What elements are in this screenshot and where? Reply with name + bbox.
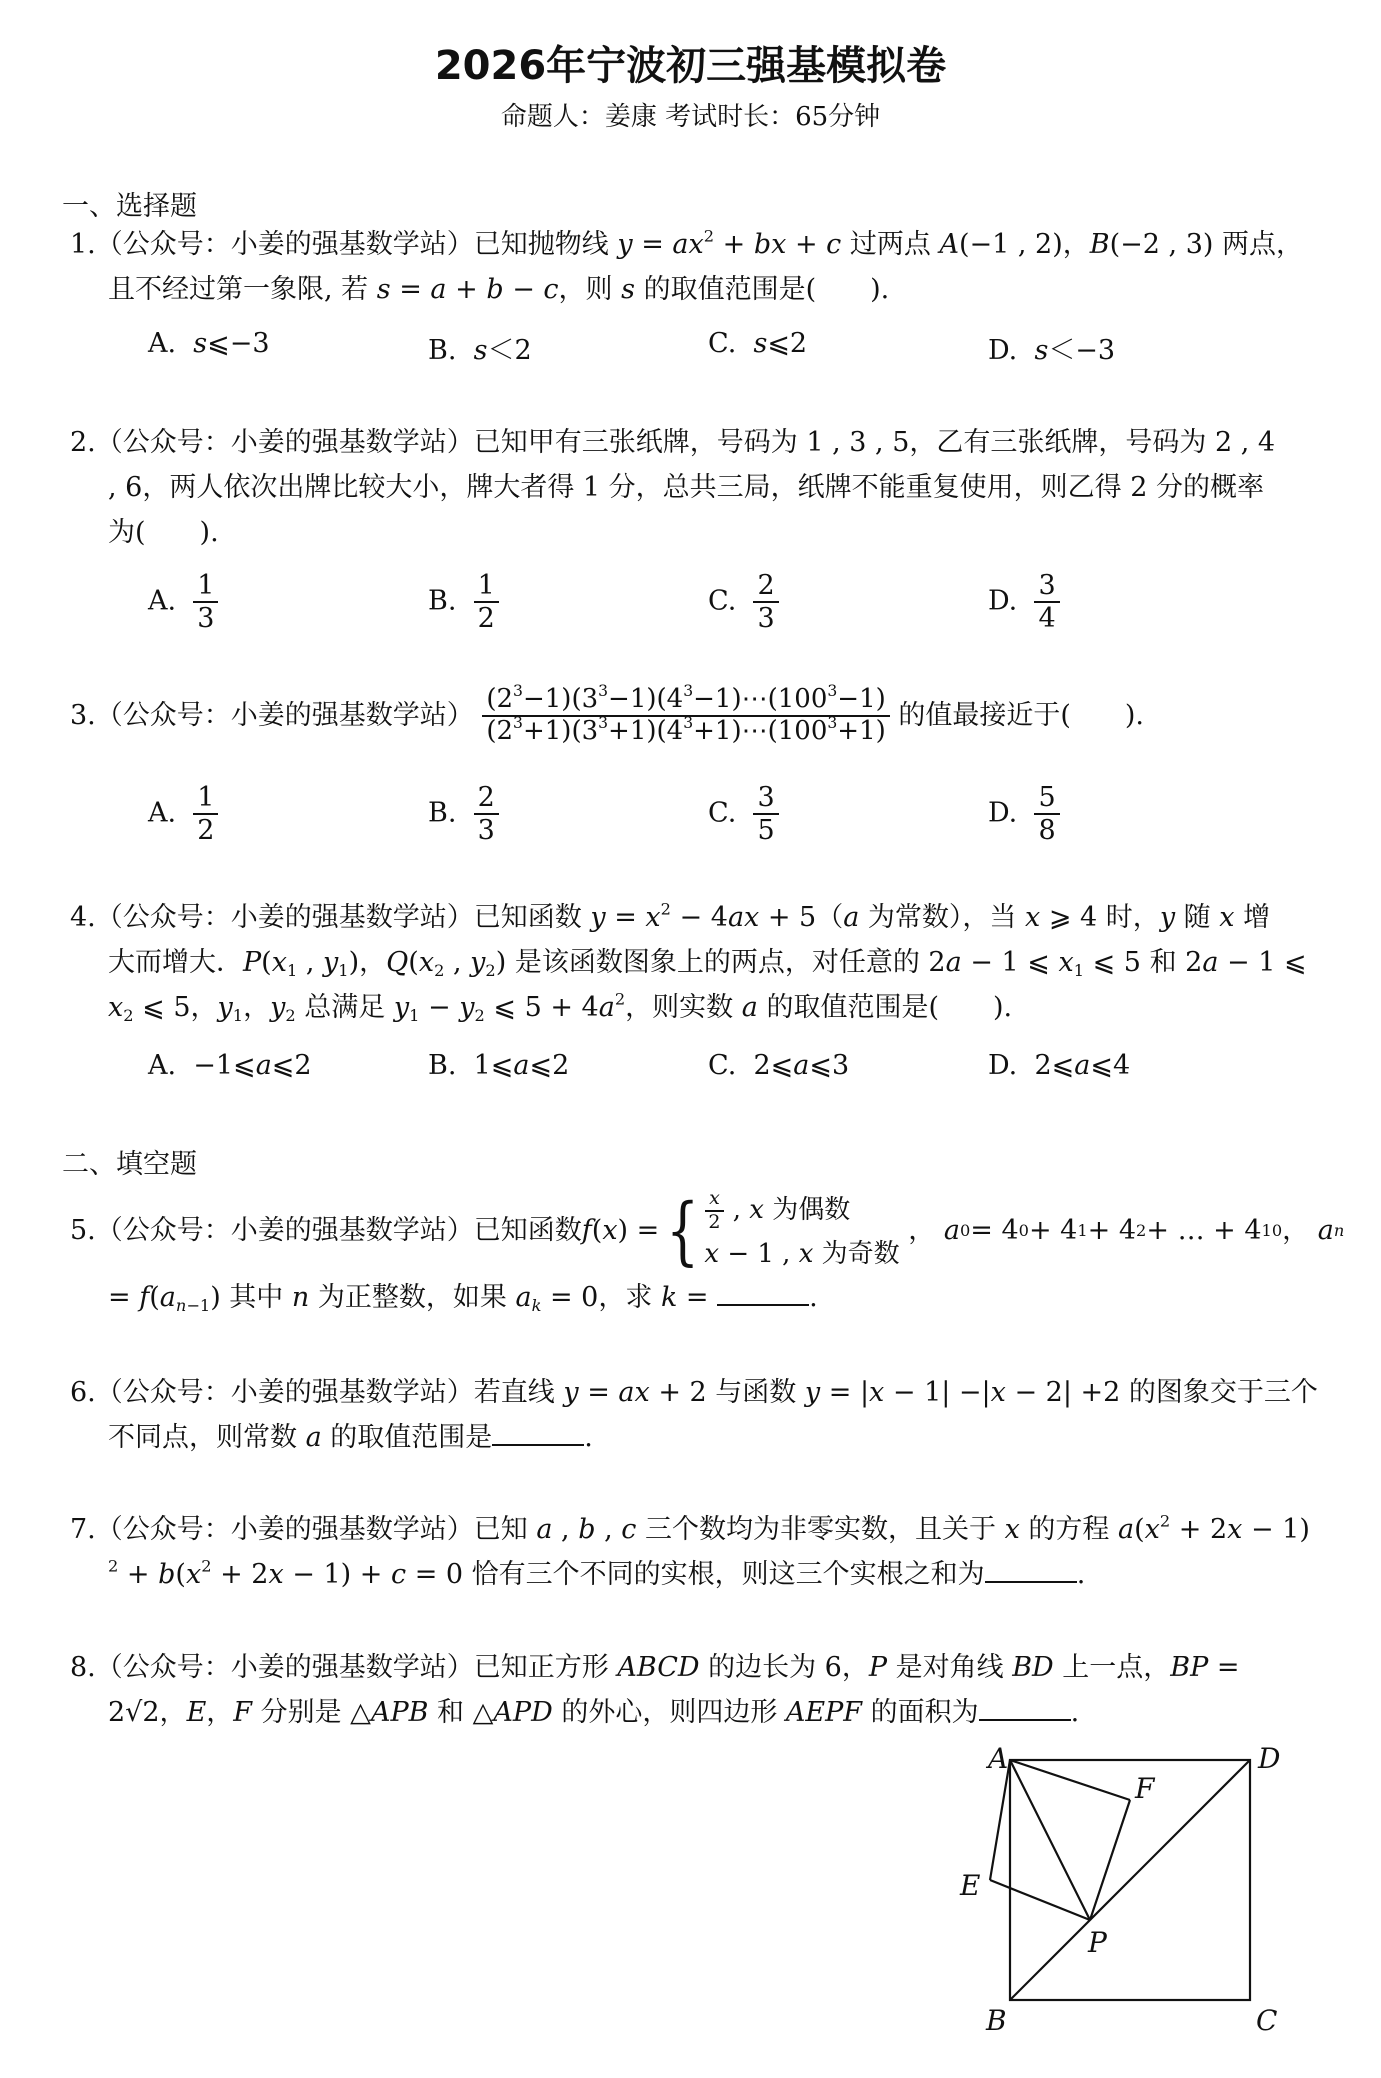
question-2-line-3: 为( ). — [108, 517, 219, 548]
question-6-line-1: 6.（公众号：小姜的强基数学站）若直线 y = ax + 2 与函数 y = |x − 1| −|x − 2| +2 的图象交于三个 — [70, 1377, 1318, 1408]
source-tag: （公众号：小姜的强基数学站） — [95, 229, 474, 260]
q2-option-c: C. $\frac{2}{3}$ — [708, 570, 779, 634]
question-7-line-2: $^2 + b(x^2 + 2x - 1) + c = 0$ 恰有三个不同的实根，则这三个实根之和为 . — [108, 1556, 1086, 1590]
question-8-line-2: 2√2，E，F 分别是 △APB 和 △APD 的外心，则四边形 AEPF 的面积为 . — [108, 1697, 1080, 1728]
q3-option-c: C. $\frac{3}{5}$ — [708, 782, 779, 846]
label-c: C — [1256, 2004, 1278, 2037]
section-fill: 二、填空题 — [62, 1149, 197, 1180]
question-5-line-1: 5. （公众号：小姜的强基数学站） 已知函数 f ( x ) = { $\frac{x}{2}$ , x 为偶数 x − 1 , x 为奇数 ， a 0 = 4 0 + 4 1 + 4 2 + … + 4 10 ， a n — [70, 1187, 1345, 1274]
question-3: 3. （公众号：小姜的强基数学站） $\frac{(2^3-1)(3^3-1)(4^3-1)\cdots(100^3-1)}{(2^3+1)(3^3+1)(4^3+1)\cdots(100^3+1)}$ 的值最接近于( ). — [70, 682, 1145, 746]
label-e: E — [960, 1869, 981, 1902]
q1-option-c: C. s⩽2 — [708, 328, 808, 359]
diagonal-bd — [1010, 1760, 1250, 2000]
label-f: F — [1135, 1772, 1155, 1805]
question-number: 1. — [70, 229, 96, 260]
q3-option-b: B. $\frac{2}{3}$ — [428, 782, 499, 846]
question-1-line-2: 且不经过第一象限, 若 s = a + b − c，则 s 的取值范围是( ). — [108, 274, 890, 305]
q2-option-b: B. $\frac{1}{2}$ — [428, 570, 499, 634]
q4-option-a: A. −1⩽a⩽2 — [148, 1050, 312, 1081]
segment-ae — [990, 1760, 1010, 1880]
page-title: 2026年宁波初三强基模拟卷 — [434, 43, 947, 89]
section-choice: 一、选择题 — [62, 191, 197, 222]
q4-option-c: C. 2⩽a⩽3 — [708, 1050, 850, 1081]
question-2-line-2: , 6，两人依次出牌比较大小，牌大者得 1 分，总共三局，纸牌不能重复使用，则乙得 2 分的概率 — [108, 472, 1265, 503]
q2-option-d: D. $\frac{3}{4}$ — [988, 570, 1060, 634]
label-d: D — [1258, 1742, 1281, 1775]
question-8-line-1: 8.（公众号：小姜的强基数学站）已知正方形 ABCD 的边长为 6，P 是对角线 BD 上一点，BP = — [70, 1652, 1240, 1683]
page-subtitle: 命题人：姜康 考试时长：65分钟 — [500, 102, 881, 132]
question-1-line-1: 1.（公众号：小姜的强基数学站）已知抛物线 $y = ax^2$ + bx + c 过两点 A(−1 , 2)，B(−2 , 3) 两点， — [70, 226, 1303, 260]
question-7-line-1: 7.（公众号：小姜的强基数学站）已知 a , b , c 三个数均为非零实数，且关于 x 的方程 $a(x^2 + 2x - 1)$ — [70, 1511, 1310, 1545]
q1-option-a: A. s⩽−3 — [148, 328, 270, 359]
label-b: B — [986, 2004, 1007, 2037]
q1-option-b: B. s＜2 — [428, 335, 532, 366]
geometry-figure — [930, 1740, 1300, 2060]
label-a: A — [988, 1742, 1009, 1775]
question-5-line-2: = $f(a_{n-1})$ 其中 n 为正整数，如果 $a_k = 0$，求 k = . — [108, 1282, 818, 1315]
segment-ap — [1010, 1760, 1090, 1920]
segment-fp — [1090, 1800, 1130, 1920]
question-4-line-2: 大而增大．$P(x_1$ , $y_1$)，$Q(x_2$ , $y_2$) 是该函数图象上的两点，对任意的 2a − 1 ⩽ $x_1$ ⩽ 5 和 2a − 1 ⩽ — [108, 947, 1307, 980]
q2-option-a: A. $\frac{1}{3}$ — [148, 570, 218, 634]
question-2-line-1: 2.（公众号：小姜的强基数学站）已知甲有三张纸牌，号码为 1 , 3 , 5，乙有三张纸牌，号码为 2 , 4 — [70, 427, 1276, 458]
question-6-line-2: 不同点，则常数 a 的取值范围是 . — [108, 1422, 593, 1453]
question-4-line-1: 4.（公众号：小姜的强基数学站）已知函数 $y = x^2 - 4ax + 5(a$ 为常数），当 x ⩾ 4 时，y 随 x 增 — [70, 899, 1271, 933]
label-p: P — [1088, 1926, 1107, 1959]
q3-option-a: A. $\frac{1}{2}$ — [148, 782, 218, 846]
q4-option-b: B. 1⩽a⩽2 — [428, 1050, 570, 1081]
segment-ep — [990, 1880, 1090, 1920]
q4-option-d: D. 2⩽a⩽4 — [988, 1050, 1131, 1081]
question-4-line-3: $x_2$ ⩽ 5，$y_1$，$y_2$ 总满足 $y_1 - y_2$ ⩽ $5 + 4a^2$，则实数 a 的取值范围是( ). — [108, 989, 1013, 1025]
q1-option-d: D. s＜−3 — [988, 335, 1116, 366]
q3-option-d: D. $\frac{5}{8}$ — [988, 782, 1060, 846]
